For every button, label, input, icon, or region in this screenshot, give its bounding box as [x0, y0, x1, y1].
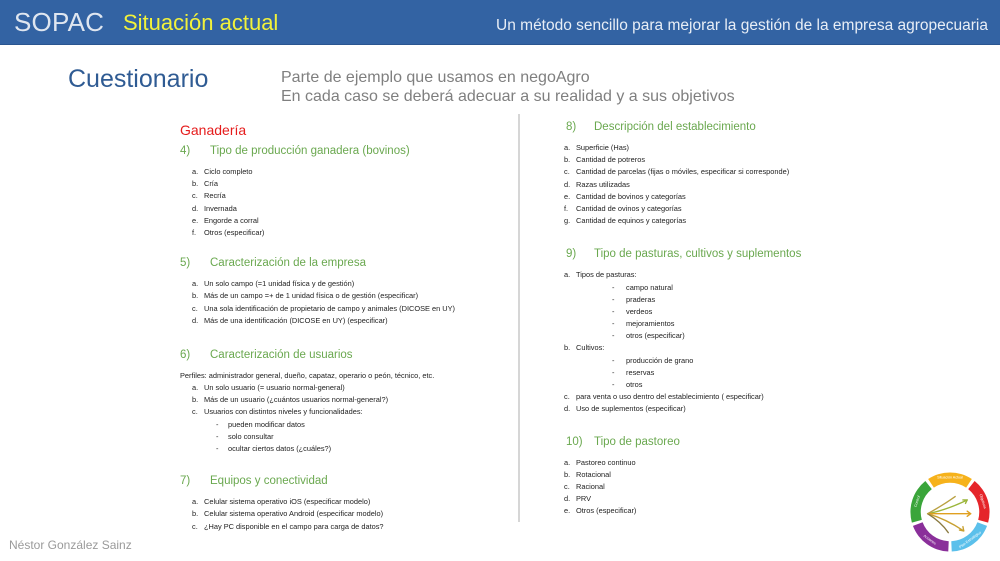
dash-bullet: -	[612, 282, 615, 292]
dash-bullet: -	[612, 367, 615, 377]
item-text: ocultar ciertos datos (¿cuáles?)	[228, 444, 332, 453]
item-label: a.	[564, 457, 571, 467]
option-list	[562, 142, 848, 227]
brand-name: SOPAC	[14, 7, 105, 37]
header-bar	[0, 0, 1000, 45]
item-text: Un solo campo (=1 unidad física y de gestión)	[204, 279, 355, 289]
list-item	[562, 191, 848, 203]
sub-item	[562, 355, 848, 367]
item-text: Otros (especificar)	[576, 506, 637, 516]
questionnaire-right-column	[548, 121, 848, 518]
item-text: campo natural	[626, 282, 673, 292]
logo-segment	[910, 481, 931, 523]
logo-ring	[910, 472, 989, 551]
tagline: Un método sencillo para mejorar la gestión de la empresa agropecuaria	[496, 17, 988, 34]
item-text: ¿Hay PC disponible en el campo para carga de datos?	[204, 521, 384, 531]
question-number: 5)	[180, 257, 191, 270]
option-list	[180, 278, 510, 327]
item-text: Más de una identificación (DICOSE en UY) (especificar)	[204, 315, 388, 325]
dash-bullet: -	[216, 419, 219, 429]
option-list	[180, 166, 510, 239]
question-text: Descripción del establecimiento	[594, 121, 756, 133]
question-number: 9)	[566, 248, 577, 261]
item-label: b.	[192, 179, 199, 189]
option-list	[180, 496, 510, 533]
sub-item	[180, 443, 510, 455]
item-text: Rotacional	[576, 469, 611, 479]
list-item	[180, 496, 510, 508]
item-text: Tipos de pasturas:	[576, 270, 637, 280]
item-label: c.	[564, 167, 570, 177]
dash-bullet: -	[216, 444, 219, 453]
item-label: f.	[192, 227, 197, 237]
list-item	[562, 391, 848, 403]
item-text: Una sola identificación de propietario de campo y animales (DICOSE en UY)	[204, 303, 455, 313]
question-title	[548, 436, 848, 452]
list-item	[180, 315, 510, 327]
questionnaire-left-column	[180, 114, 510, 533]
item-text: Razas utilizadas	[576, 179, 630, 189]
question-title	[180, 257, 510, 273]
item-text: Invernada	[204, 203, 237, 213]
item-label: b.	[564, 469, 571, 479]
item-label: b.	[192, 509, 199, 519]
list-item	[180, 521, 510, 533]
item-text: Uso de suplementos (especificar)	[576, 404, 686, 414]
dash-bullet: -	[612, 355, 615, 365]
item-text: PRV	[576, 494, 592, 504]
item-text: Celular sistema operativo iOS (especificar modelo)	[204, 497, 371, 507]
item-label: a.	[192, 497, 199, 507]
dash-bullet: -	[216, 431, 219, 441]
list-item	[562, 269, 848, 281]
list-item	[180, 382, 510, 394]
list-item	[180, 166, 510, 178]
section-title: Situación actual	[123, 10, 279, 35]
logo-segment-label: Situación Actual	[937, 475, 963, 480]
question-title	[548, 248, 848, 264]
item-text: Más de un campo =+ de 1 unidad física o de gestión (especificar)	[204, 291, 419, 301]
item-text: praderas	[626, 294, 656, 304]
list-item	[562, 469, 848, 481]
list-item	[562, 154, 848, 166]
item-text: Usuarios con distintos niveles y funcionalidades:	[204, 407, 363, 417]
subtitle-line: En cada caso se deberá adecuar a su realidad y a sus objetivos	[281, 88, 735, 105]
item-label: a.	[192, 383, 199, 393]
dash-bullet: -	[612, 380, 615, 389]
column-divider	[518, 114, 520, 522]
question-title	[180, 475, 510, 491]
question-number: 10)	[566, 435, 583, 448]
question-title	[180, 145, 510, 161]
dash-bullet: -	[612, 294, 615, 304]
item-label: a.	[192, 167, 199, 176]
item-text: Recría	[204, 191, 226, 201]
list-item	[180, 394, 510, 406]
list-item	[180, 290, 510, 302]
item-text: Cantidad de equinos y categorías	[576, 216, 687, 226]
question-number: 7)	[180, 475, 191, 488]
dash-bullet: -	[612, 319, 615, 329]
item-label: c.	[564, 392, 570, 402]
item-label: c.	[192, 303, 198, 313]
list-item	[180, 178, 510, 190]
list-item	[562, 493, 848, 505]
sopac-cycle-logo	[906, 469, 994, 555]
question-number: 8)	[566, 121, 577, 133]
item-text: Ciclo completo	[204, 167, 253, 176]
item-text: Cantidad de potreros	[576, 155, 646, 165]
sub-item	[562, 330, 848, 342]
question-title	[548, 121, 848, 137]
logo-segment-label: Control	[913, 495, 921, 508]
list-item	[180, 215, 510, 227]
list-item	[562, 342, 848, 354]
item-label: d.	[564, 179, 571, 189]
sub-item	[562, 282, 848, 294]
sub-item	[562, 318, 848, 330]
item-label: b.	[564, 343, 571, 353]
item-text: Cantidad de bovinos y categorías	[576, 191, 686, 201]
sub-item	[562, 379, 848, 391]
item-label: c.	[192, 407, 198, 417]
item-text: Cantidad de ovinos y categorías	[576, 203, 682, 213]
item-text: otros (especificar)	[626, 331, 685, 341]
list-item	[562, 505, 848, 517]
item-label: c.	[192, 521, 198, 531]
item-label: g.	[564, 216, 571, 226]
item-label: c.	[564, 481, 570, 491]
item-text: pueden modificar datos	[228, 419, 305, 429]
item-label: e.	[192, 215, 199, 225]
list-item	[562, 166, 848, 178]
subtitle-line: Parte de ejemplo que usamos en negoAgro	[281, 69, 590, 86]
logo-segment	[968, 481, 989, 523]
item-label: c.	[192, 191, 198, 201]
list-item	[562, 457, 848, 469]
question-number: 6)	[180, 348, 191, 361]
question-text: Tipo de pastoreo	[594, 435, 680, 448]
item-text: verdeos	[626, 306, 653, 316]
sub-item	[562, 367, 848, 379]
question-title	[180, 349, 510, 365]
item-text: Un solo usuario (= usuario normal-general)	[204, 383, 345, 393]
question-text: Caracterización de la empresa	[210, 257, 366, 270]
item-text: Más de un usuario (¿cuántos usuarios normal-general?)	[204, 395, 389, 405]
item-text: Superficie (Has)	[576, 143, 629, 152]
item-label: f.	[564, 203, 569, 213]
list-item	[180, 278, 510, 290]
question-intro: Perfiles: administrador general, dueño, capataz, operario o peón, técnico, etc.	[180, 370, 435, 380]
list-item	[562, 142, 848, 154]
question-text: Equipos y conectividad	[210, 475, 328, 488]
document-left-page	[170, 114, 515, 531]
list-item	[180, 508, 510, 520]
author-name: Néstor González Sainz	[9, 538, 132, 552]
sub-item	[180, 431, 510, 443]
item-label: b.	[192, 395, 199, 405]
item-label: b.	[192, 291, 199, 301]
item-text: otros	[626, 380, 643, 389]
item-text: producción de grano	[626, 355, 694, 365]
logo-segment-label: Objetivos	[978, 493, 987, 510]
item-label: e.	[564, 191, 571, 201]
dash-bullet: -	[612, 306, 615, 316]
list-item	[562, 203, 848, 215]
item-label: a.	[564, 143, 571, 152]
option-list	[562, 457, 848, 518]
item-label: d.	[192, 203, 199, 213]
list-item	[180, 227, 510, 239]
item-text: Otros (especificar)	[204, 227, 265, 237]
list-item	[562, 403, 848, 415]
item-text: Celular sistema operativo Android (especificar modelo)	[204, 509, 384, 519]
sub-item	[180, 419, 510, 431]
item-label: d.	[192, 315, 199, 325]
item-label: a.	[564, 270, 571, 280]
sub-item	[562, 294, 848, 306]
page-subtitle	[281, 68, 735, 106]
logo-segment-label: Plan Estratégico	[958, 530, 983, 550]
item-text: Pastoreo continuo	[576, 457, 636, 467]
item-text: reservas	[626, 367, 655, 377]
center-arrows-icon	[928, 497, 971, 533]
page-title: Cuestionario	[68, 65, 209, 93]
question-text: Tipo de producción ganadera (bovinos)	[210, 145, 410, 157]
list-item	[562, 481, 848, 493]
list-item	[180, 203, 510, 215]
document-heading: Ganadería	[180, 122, 247, 138]
item-label: d.	[564, 494, 571, 504]
list-item	[562, 215, 848, 227]
item-text: Cantidad de parcelas (fijas o móviles, especificar si corresponde)	[576, 167, 790, 177]
dash-bullet: -	[612, 331, 615, 341]
list-item	[180, 406, 510, 418]
item-label: a.	[192, 279, 199, 289]
question-text: Caracterización de usuarios	[210, 348, 353, 361]
logo-segment-label: Acciones	[922, 533, 937, 546]
list-item	[562, 179, 848, 191]
item-label: d.	[564, 404, 571, 414]
item-text: solo consultar	[228, 431, 274, 441]
list-item	[180, 190, 510, 202]
list-item	[180, 303, 510, 315]
item-text: Engorde a corral	[204, 215, 259, 225]
question-number: 4)	[180, 145, 191, 157]
item-text: Cría	[204, 179, 218, 189]
option-list	[562, 269, 848, 415]
item-label: e.	[564, 506, 571, 516]
item-label: b.	[564, 155, 571, 165]
item-text: mejoramientos	[626, 319, 675, 329]
option-list	[180, 382, 510, 455]
question-text: Tipo de pasturas, cultivos y suplementos	[594, 248, 802, 261]
item-text: para venta o uso dentro del establecimiento ( especificar)	[576, 392, 764, 402]
item-text: Cultivos:	[576, 343, 605, 353]
sub-item	[562, 306, 848, 318]
item-text: Racional	[576, 481, 605, 491]
